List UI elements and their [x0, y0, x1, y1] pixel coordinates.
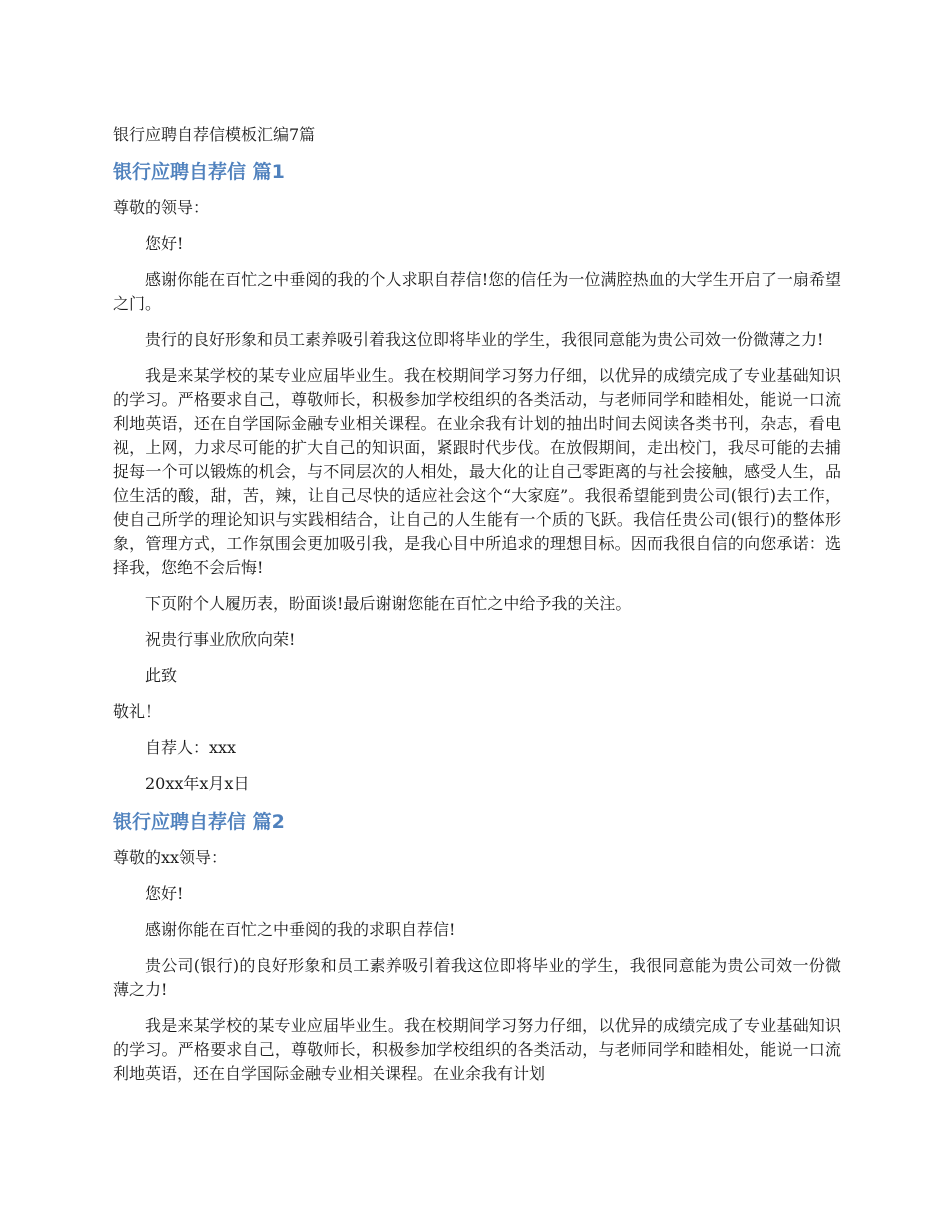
salutation: 尊敬的xx领导：: [113, 848, 228, 867]
section-heading-1: 银行应聘自荐信 篇1: [113, 161, 285, 183]
body-paragraph: 感谢你能在百忙之中垂阅的我的个人求职自荐信!您的信任为一位满腔热血的大学生开启了一扇希望之门。: [113, 270, 841, 313]
body-paragraph: 我是来某学校的某专业应届毕业生。我在校期间学习努力仔细，以优异的成绩完成了专业基础知识的学习。严格要求自己，尊敬师长，积极参加学校组织的各类活动，与老师同学和睦相处，能说一口流利地英语，还在自学国际金融专业相关课程。在业余我有计划: [113, 1016, 841, 1083]
body-paragraph: 祝贵行事业欣欣向荣!: [145, 630, 296, 649]
salutation: 尊敬的领导：: [113, 198, 210, 217]
body-paragraph: 下页附个人履历表，盼面谈!最后谢谢您能在百忙之中给予我的关注。: [145, 594, 632, 613]
body-paragraph: 我是来某学校的某专业应届毕业生。我在校期间学习努力仔细，以优异的成绩完成了专业基础知识的学习。严格要求自己，尊敬师长，积极参加学校组织的各类活动，与老师同学和睦相处，能说一口流利地英语，还在自学国际金融专业相关课程。在业余我有计划的抽出时间去阅读各类书刊，杂志，看电视，上网，力求尽可能的扩大自己的知识面，紧跟时代步伐。在放假期间，走出校门，我尽可能的去捕捉每一个可以锻炼的机会，与不同层次的人相处，最大化的让自己零距离的与社会接触，感受人生，品位生活的酸，甜，苦，辣，让自己尽快的适应社会这个“大家庭”。我很希望能到贵公司(银行)去工作，使自己所学的理论知识与实践相结合，让自己的人生能有一个质的飞跃。我信任贵公司(银行)的整体形象，管理方式，工作氛围会更加吸引我，是我心目中所追求的理想目标。因而我很自信的向您承诺：选择我，您绝不会后悔!: [113, 366, 841, 577]
body-paragraph: 贵公司(银行)的良好形象和员工素养吸引着我这位即将毕业的学生，我很同意能为贵公司效一份微薄之力!: [113, 956, 841, 999]
section-heading-2: 银行应聘自荐信 篇2: [113, 811, 285, 833]
body-paragraph: 贵行的良好形象和员工素养吸引着我这位即将毕业的学生，我很同意能为贵公司效一份微薄之力!: [145, 330, 824, 349]
regards-line: 敬礼！: [113, 702, 162, 721]
body-paragraph: 感谢你能在百忙之中垂阅的我的求职自荐信!: [145, 920, 456, 939]
document-page: [113, 122, 841, 1098]
greeting: 您好!: [145, 884, 184, 903]
closing-line: 此致: [145, 666, 178, 685]
document-title: 银行应聘自荐信模板汇编7篇: [113, 125, 316, 144]
greeting: 您好!: [145, 234, 184, 253]
date-line: 20xx年x月x日: [145, 774, 250, 793]
signature-line: 自荐人：xxx: [145, 738, 237, 757]
